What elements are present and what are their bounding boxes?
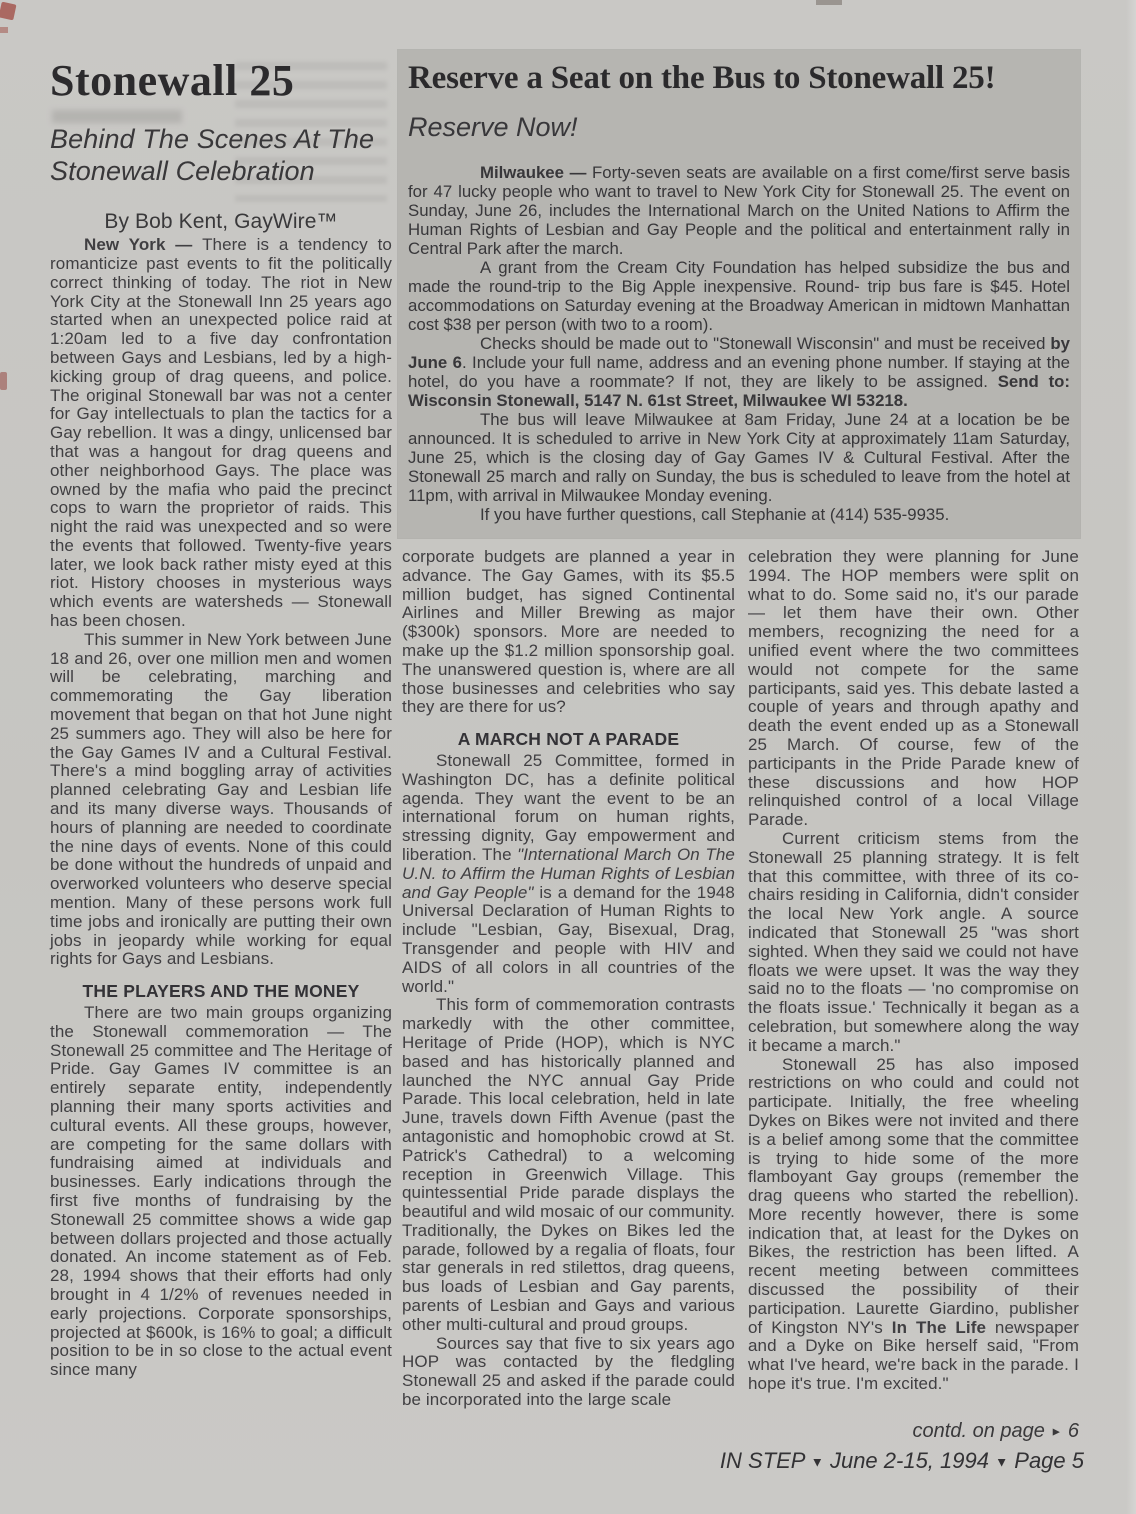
bus-box-paragraph: Checks should be made out to "Stonewall Wisconsin" and must be received by June 6. Include your full name, address and an evening phone number. If staying at the hotel, do you have a roommate? If not, they are likely to be assigned. Send to: Wisconsin Stonewall, 5147 N. 61st Street, Milwaukee WI 53218. [408, 334, 1070, 411]
bus-box-paragraph: The bus will leave Milwaukee at 8am Friday, June 24 at a location be be announced. It is scheduled to arrive in New York City at approximately 11am Saturday, June 25, which is the closing day of Gay Games IV & Cultural Festival. After the Stonewall 25 march and rally on Sunday, the bus is scheduled to leave from the hotel at 11pm, with arrival in Milwaukee Monday evening. [408, 410, 1070, 506]
article-paragraph: This form of commemoration contrasts markedly with the other committee, Heritage of Pride (HOP), which is NYC based and has historically planned and launched the NYC annual Gay Pride Parade. This local celebration, held in late June, travels down Fifth Avenue (past the antagonistic and homophobic crowd at St. Patrick's Cathedral) to a welcoming reception in Greenwich Village. This quintessential Pride parade displays the beautiful and wild mosaic of our community. Traditionally, the Dykes on Bikes led the parade, followed by a regalia of floats, four star generals in red stilettos, drag queens, bus loads of Lesbian and Gay parents, parents of Lesbian and Gays and various other multi-cultural and proud groups. [402, 995, 735, 1334]
article-title: Stonewall 25 [50, 56, 295, 105]
page-edge-highlight [1126, 0, 1136, 1514]
red-pen-mark [0, 2, 16, 21]
article-column-right [748, 548, 1079, 1394]
article-paragraph: Sources say that five to six years ago HOP was contacted by the fledgling Stonewall 25 and asked if the parade could be incorporated into the large scale [402, 1333, 735, 1410]
article-paragraph: Stonewall 25 has also imposed restrictions on who could and could not participate. Initially, the free wheeling Dykes on Bikes were not invited and there is a belief among some that the committee is trying to hide some of the more flamboyant Gay groups (remember the drag queens who started the rebellion). More recently however, there is some indication that, at least for the Dykes on Bikes, the restriction has been lifted. A recent meeting between committees discussed the possibility of their participation. Laurette Giardino, publisher of Kingston NY's In The Life newspaper and a Dyke on Bike herself said, "From what I've heard, we're back in the parade. I hope it's true. I'm excited." [748, 1054, 1079, 1394]
article-column-left [50, 58, 392, 1380]
bus-box-body [408, 163, 1070, 524]
red-pen-mark [0, 372, 7, 390]
section-subhead-players-money: THE PLAYERS AND THE MONEY [82, 981, 360, 1002]
scan-smudge [816, 0, 842, 5]
bus-box-title: Reserve a Seat on the Bus to Stonewall 25! [408, 60, 996, 96]
article-paragraph: There are two main groups organizing the Stonewall commemoration — The Stonewall 25 committee and The Heritage of Pride. Gay Games IV committee is an entirely separate entity, independently planning their many sports activities and cultural events. All these groups, however, are competing for the same dollars with fundraising aimed at individuals and businesses. Early indications through the first five months of fundraising by the Stonewall 25 committee shows a wide gap between dollars projected and those actually donated. An income statement as of Feb. 28, 1994 shows that their efforts had only brought in 4 1/2% of revenues needed in early projections. Corporate sponsorships, projected at $600k, is 16% to goal; a difficult position to be in so close to the actual event since many [50, 1003, 392, 1380]
red-pen-mark [0, 27, 8, 33]
bus-box-paragraph: Milwaukee — Forty-seven seats are available on a first come/first serve basis for 47 lucky people who want to travel to New York City for Stonewall 25. The event on Sunday, June 26, includes the International March on the United Nations to Affirm the Human Rights of Lesbian and Gay People and the political and entertainment rally in Central Park after the march. [408, 163, 1070, 259]
article-subtitle: Behind The Scenes At The Stonewall Celebration [50, 124, 375, 186]
publication-footer-line: IN STEP ▼ June 2-15, 1994 ▼ Page 5 [719, 1448, 1084, 1473]
bus-reservation-box [398, 50, 1080, 538]
continued-on-page-note: contd. on page ► 6 [912, 1420, 1079, 1442]
article-paragraph: This summer in New York between June 18 and 26, over one million men and women will be celebrating, marching and commemorating the Gay liberation movement that began on that hot June night 25 summers ago. They will also be here for the Gay Games IV and a Cultural Festival. There's a mind boggling array of activities planned celebrating Gay and Lesbian life and its many diverse ways. Thousands of hours of planning are needed to coordinate the nine days of events. None of this could be done without the hundreds of unpaid and overworked volunteers who deserve special mention. Many of these persons work full time jobs and ironically are putting their own jobs in jeopardy while working for equal rights for Gays and Lesbians. [50, 629, 392, 969]
article-paragraph: Stonewall 25 Committee, formed in Washington DC, has a definite political agenda. They want the event to be an international forum on human rights, stressing dignity, Gay empowerment and liberation. The "International March On The U.N. to Affirm the Human Rights of Lesbian and Gay People" is a demand for the 1948 Universal Declaration of Human Rights to include "Lesbian, Gay, Bisexual, Drag, Transgender and people with HIV and AIDS of all colors in all countries of the world." [402, 750, 735, 996]
bus-box-subtitle: Reserve Now! [408, 112, 578, 143]
article-paragraph: celebration they were planning for June 1994. The HOP members were split on what to do. Some said no, it's our parade — let them have their own. Other members, recognizing the need for a unified event where the two committees would not compete for the same participants, said yes. This debate lasted a couple of years and through apathy and death the event ended up as a Stonewall 25 March. Of course, few of the participants in the Pride Parade knew of these discussions and how HOP relinquished control of a local Village Parade. [748, 547, 1079, 830]
bus-box-paragraph: If you have further questions, call Stephanie at (414) 535-9935. [480, 505, 950, 525]
article-column-middle [402, 548, 735, 1410]
article-byline: By Bob Kent, GayWire™ [104, 210, 338, 234]
article-paragraph: Current criticism stems from the Stonewall 25 planning strategy. It is felt that this committee, with three of its co-chairs residing in California, didn't consider the local New York angle. A source indicated that Stonewall 25 "was short sighted. When they said we could not have floats we were upset. It was the way they said no to the floats — 'no compromise on the floats issue.' Technically it began as a celebration, but somewhere along the way it became a march." [748, 828, 1079, 1055]
section-subhead-march-not-parade: A MARCH NOT A PARADE [457, 729, 680, 750]
article-paragraph: New York — There is a tendency to romanticize past events to fit the politically correct thinking of today. The riot in New York City at the Stonewall Inn 25 years ago started when an unexpected police raid at 1:20am led to a five day confrontation between Gays and Lesbians, led by a high-kicking group of drag queens, and police. The original Stonewall bar was not a center for Gay intellectuals to plan the tactics for a Gay rebellion. It was a dingy, unlicensed bar that was a hangout for drag queens and other neighborhood Gays. The place was owned by the mafia who paid the precinct cops to warn the proprietor of raids. This night the raid was unexpected and so were the events that followed. Twenty-five years later, we look back rather misty eyed at this riot. History chooses in mysterious ways which events are watersheds — Stonewall has been chosen. [50, 235, 392, 631]
article-paragraph: corporate budgets are planned a year in advance. The Gay Games, with its $5.5 million budget, has signed Continental Airlines and Miller Brewing as major ($300k) sponsors. More are needed to make up the $1.2 million sponsorship goal. The unanswered question is, where are all those businesses and celebrities who say they are there for us? [402, 547, 735, 717]
bus-box-paragraph: A grant from the Cream City Foundation has helped subsidize the bus and made the round-trip to the Big Apple inexpensive. Round- trip bus fare is $45. Hotel accommodations on Saturday evening at the Broadway American in midtown Manhattan cost $38 per person (with two to a room). [408, 258, 1070, 335]
